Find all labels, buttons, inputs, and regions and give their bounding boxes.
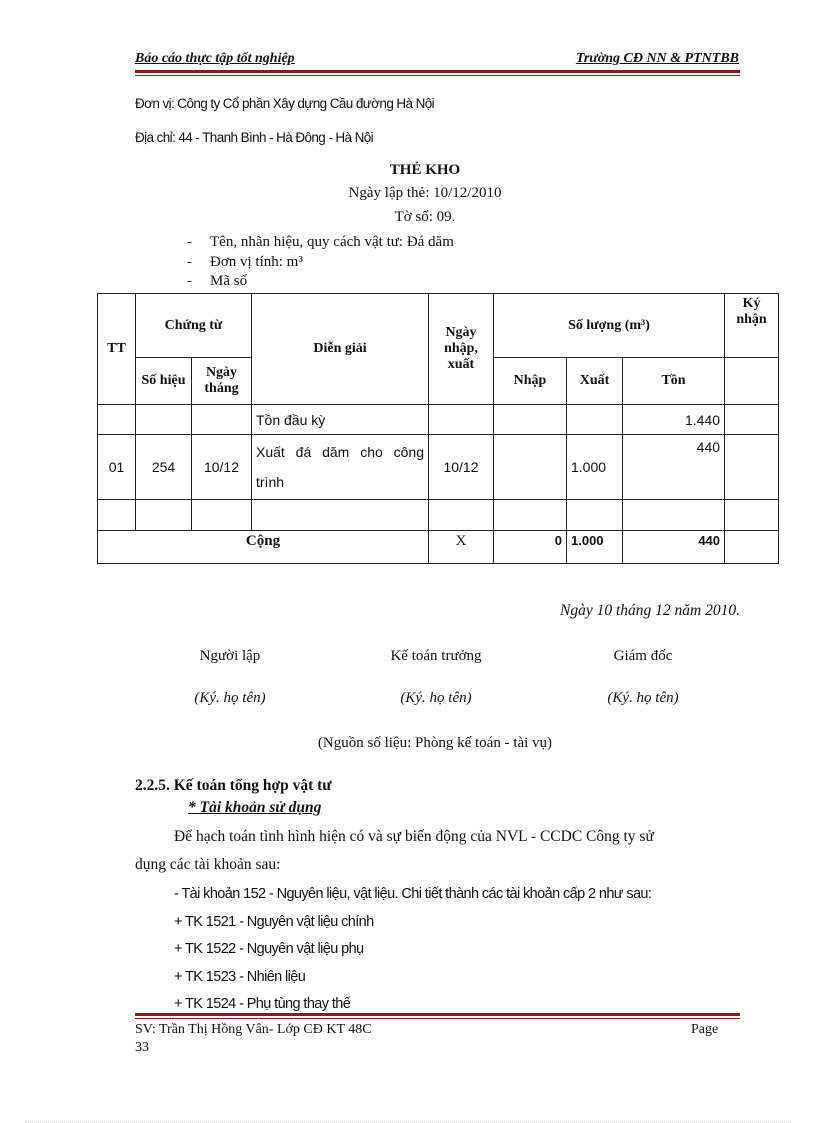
account-item: - Tài khoản 152 - Nguyên liệu, vật liệu. Chi tiết thành các tài khoản cấp 2 như sau:	[174, 886, 652, 902]
total-label: Cộng	[98, 531, 429, 564]
col-header-dien-giai: Diễn giải	[252, 294, 429, 405]
table-cell	[494, 435, 567, 500]
table-cell	[136, 405, 192, 435]
signature-note: (Ký. họ tên)	[400, 690, 472, 706]
table-cell	[192, 500, 252, 531]
col-header-chung-tu: Chứng từ	[136, 294, 252, 358]
signature-note: (Ký. họ tên)	[194, 690, 266, 706]
table-cell: 10/12	[429, 435, 494, 500]
total-ngay-nx: X	[429, 531, 494, 564]
table-cell	[725, 358, 779, 405]
col-header-ngay-thang: Ngày tháng	[192, 358, 252, 405]
table-cell	[429, 405, 494, 435]
table-cell	[725, 435, 779, 500]
table-row	[98, 500, 779, 531]
table-cell	[623, 500, 725, 531]
list-bullet: -	[187, 254, 192, 270]
signature-role-director: Giám đốc	[613, 648, 673, 664]
signature-role-chief-accountant: Kế toán trưởng	[390, 648, 482, 664]
col-header-xuat: Xuất	[567, 358, 623, 405]
signature-role-preparer: Người lập	[199, 648, 261, 664]
col-header-tt: TT	[98, 294, 136, 405]
total-xuat: 1.000	[567, 531, 623, 564]
item-code: Mã số	[210, 273, 248, 289]
card-date: Ngày lập thẻ: 10/12/2010	[348, 185, 502, 201]
table-total-row	[98, 531, 779, 564]
table-cell	[494, 500, 567, 531]
table-header-row	[98, 294, 779, 358]
list-bullet: -	[187, 234, 192, 250]
table-cell	[567, 500, 623, 531]
total-ky	[725, 531, 779, 564]
section-subheading: * Tài khoản sử dụng	[188, 799, 322, 816]
table-cell	[567, 405, 623, 435]
table-cell	[725, 405, 779, 435]
table-cell	[98, 405, 136, 435]
footer-page-number: 33	[135, 1040, 149, 1055]
table-row	[98, 435, 779, 500]
total-ton: 440	[623, 531, 725, 564]
col-header-ton: Tồn	[623, 358, 725, 405]
col-header-so-hieu: Số hiệu	[136, 358, 192, 405]
page-title: THẺ KHO	[389, 162, 461, 178]
unit-name: Đơn vị: Công ty Cổ phần Xây dựng Cầu đường Hà Nội	[135, 96, 435, 111]
table-row	[98, 405, 779, 435]
table-cell	[98, 500, 136, 531]
footer-rule	[135, 1013, 740, 1016]
table-cell: 254	[136, 435, 192, 500]
table-cell: Xuất đá dăm cho công trình	[252, 435, 429, 500]
footer-page-label: Page	[691, 1022, 719, 1037]
table-cell	[429, 500, 494, 531]
signing-date: Ngày 10 tháng 12 năm 2010.	[560, 602, 740, 619]
account-item: + TK 1522 - Nguyên vật liệu phụ	[174, 941, 364, 957]
sheet-number: Tờ số: 09.	[394, 209, 456, 225]
col-header-ngay-nhap-xuat: Ngày nhập, xuất	[429, 294, 494, 405]
table-cell	[494, 405, 567, 435]
table-cell	[192, 405, 252, 435]
paragraph-line: dụng các tài khoản sau:	[135, 856, 281, 873]
table-cell: 1.000	[567, 435, 623, 500]
col-header-so-luong: Số lượng (m³)	[494, 294, 725, 358]
header-right: Trường CĐ NN & PTNTBB	[575, 51, 739, 66]
header-left: Báo cáo thực tập tốt nghiệp	[135, 51, 295, 66]
table-cell: 1.440	[623, 405, 725, 435]
account-item: + TK 1524 - Phụ tùng thay thế	[174, 996, 351, 1012]
material-name: Tên, nhãn hiệu, quy cách vật tư: Đá dăm	[210, 234, 454, 250]
unit-address: Địa chỉ: 44 - Thanh Bình - Hà Đông - Hà Nội	[135, 130, 374, 145]
total-nhap: 0	[494, 531, 567, 564]
list-bullet: -	[187, 273, 192, 289]
table-cell: 01	[98, 435, 136, 500]
paragraph-line: Để hạch toán tình hình hiện có và sự biến động của NVL - CCDC Công ty sử	[174, 828, 654, 845]
header-rule	[135, 70, 740, 73]
footer-rule-thin	[135, 1018, 740, 1019]
table-cell: 10/12	[192, 435, 252, 500]
header-rule-thin	[135, 75, 740, 76]
table-cell: 440	[623, 435, 725, 500]
col-header-nhap: Nhập	[494, 358, 567, 405]
account-item: + TK 1521 - Nguyên vật liệu chính	[174, 914, 374, 930]
section-heading: 2.2.5. Kế toán tổng hợp vật tư	[135, 777, 332, 794]
col-header-ky-nhan: Ký nhận	[725, 294, 779, 358]
table-cell: Tồn đầu kỳ	[252, 405, 429, 435]
footer-student: SV: Trần Thị Hồng Vân- Lớp CĐ KT 48C	[135, 1022, 372, 1037]
unit-of-measure: Đơn vị tính: m³	[210, 254, 303, 270]
stock-card-table	[97, 293, 779, 564]
account-item: + TK 1523 - Nhiên liệu	[174, 969, 306, 985]
signature-note: (Ký. họ tên)	[607, 690, 679, 706]
table-cell	[136, 500, 192, 531]
data-source: (Nguồn số liệu: Phòng kế toán - tài vụ)	[317, 735, 553, 751]
table-cell	[725, 500, 779, 531]
table-cell	[252, 500, 429, 531]
